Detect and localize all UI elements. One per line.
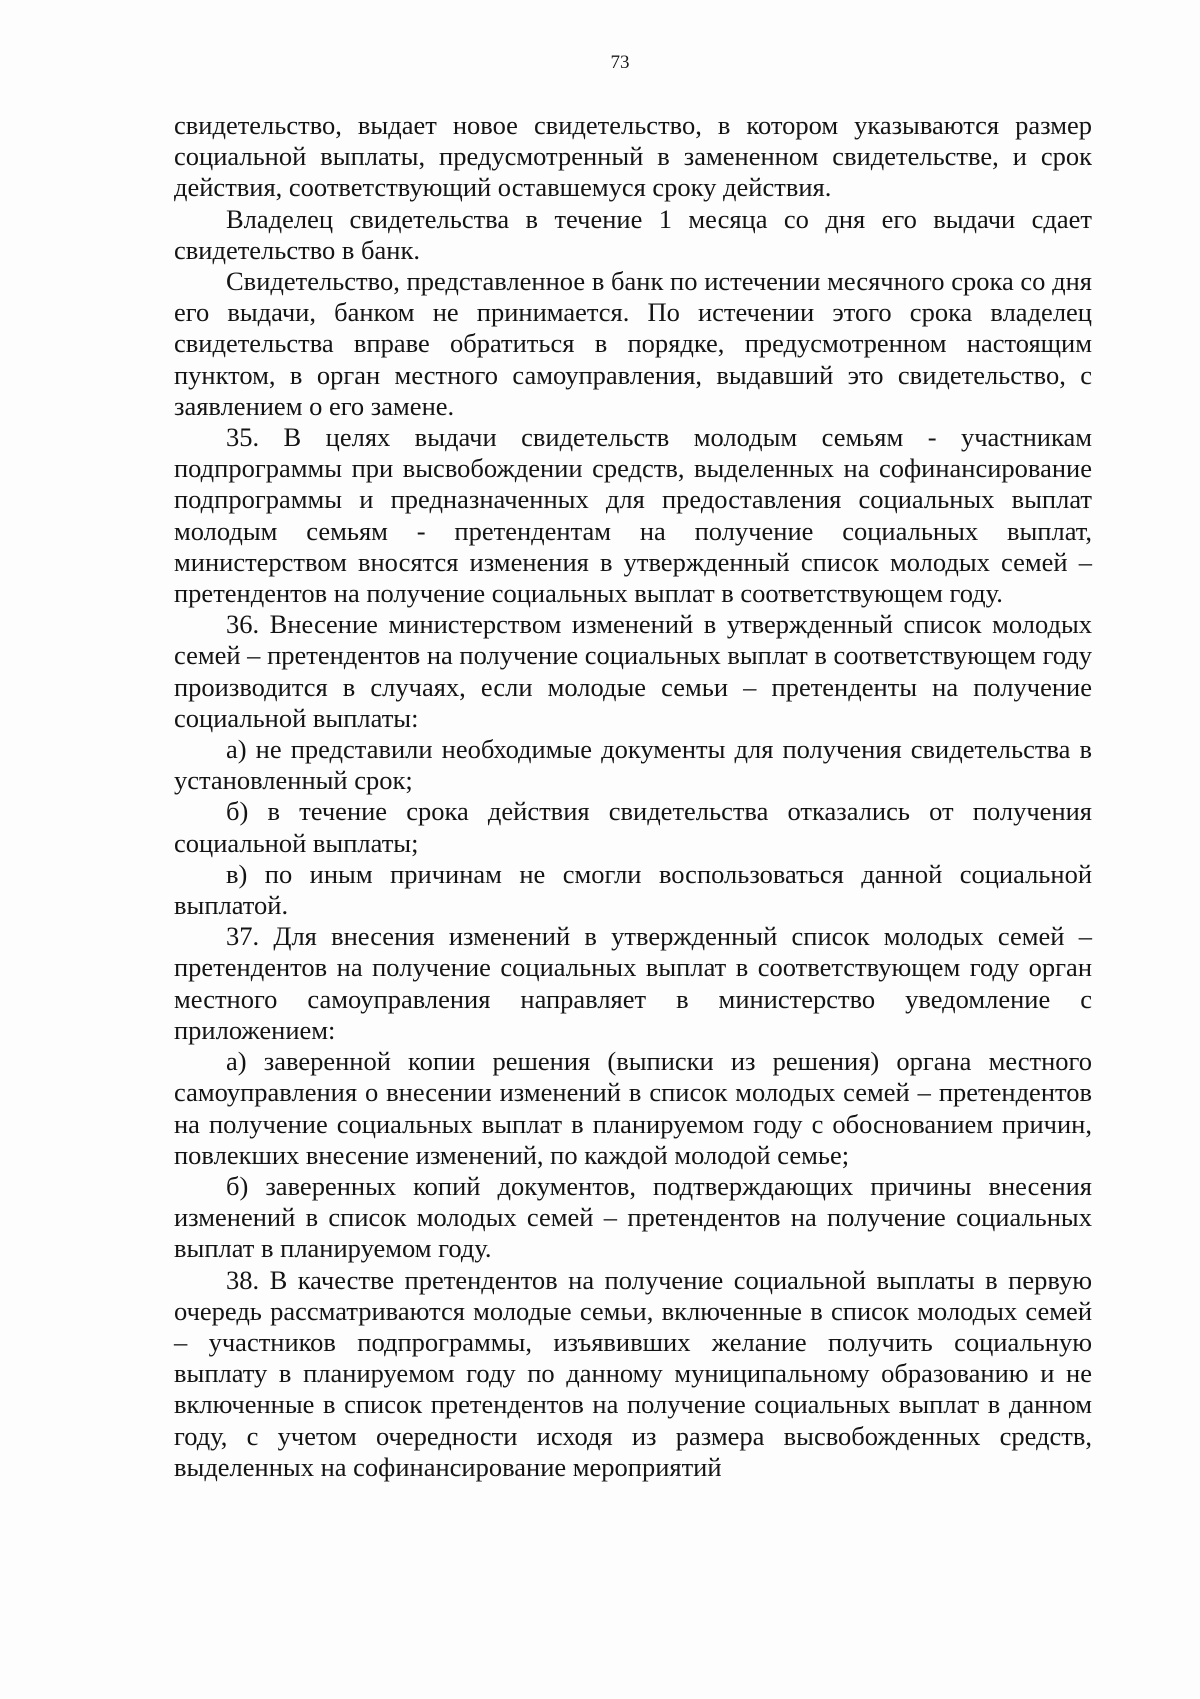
clause-37-item-b: б) заверенных копий документов, подтверждающих причины внесения изменений в список молодых семей – претендентов на получение социальных выплат в планируемом году. — [174, 1170, 1092, 1264]
clause-36-item-c: в) по иным причинам не смогли воспользоваться данной социальной выплатой. — [174, 858, 1092, 921]
paragraph-certificate-expiry: Свидетельство, представленное в банк по истечении месячного срока со дня его выдачи, банком не принимается. По истечении этого срока владелец свидетельства вправе обратиться в порядке, предусмотренном настоящим пунктом, в орган местного самоуправления, выдавший это свидетельство, с заявлением о его замене. — [174, 266, 1092, 421]
paragraph-continuation: свидетельство, выдает новое свидетельство, в котором указываются размер социальной выплаты, предусмотренный в замененном свидетельстве, и срок действия, соответствующий оставшемуся сроку действия. — [174, 110, 1092, 203]
clause-36-item-b: б) в течение срока действия свидетельства отказались от получения социальной выплаты; — [174, 796, 1092, 858]
paragraph-certificate-return: Владелец свидетельства в течение 1 месяца со дня его выдачи сдает свидетельство в банк. — [174, 203, 1092, 265]
clause-37: 37. Для внесения изменений в утвержденный список молодых семей – претендентов на получение социальных выплат в соответствующем году орган местного самоуправления направляет в министерство уведомление с приложением: — [174, 921, 1092, 1045]
clause-36-item-a: а) не представили необходимые документы для получения свидетельства в установленный срок; — [174, 734, 1092, 796]
clause-38: 38. В качестве претендентов на получение социальной выплаты в первую очередь рассматриваются молодые семьи, включенные в список молодых семей – участников подпрограммы, изъявивших желание получить социальную выплату в планируемом году по данному муниципальному образованию и не включенные в список претендентов на получение социальных выплат в данном году, с учетом очередности исходя из размера высвобожденных средств, выделенных на софинансирование мероприятий — [174, 1264, 1092, 1482]
clause-36: 36. Внесение министерством изменений в утвержденный список молодых семей – претендентов на получение социальных выплат в соответствующем году производится в случаях, если молодые семьи – претенденты на получение социальной выплаты: — [174, 609, 1092, 733]
clause-37-item-a: а) заверенной копии решения (выписки из решения) органа местного самоуправления о внесении изменений в список молодых семей – претендентов на получение социальных выплат в планируемом году с обоснованием причин, повлекших внесение изменений, по каждой молодой семье; — [174, 1046, 1092, 1170]
clause-35: 35. В целях выдачи свидетельств молодым семьям - участникам подпрограммы при высвобождении средств, выделенных на софинансирование подпрограммы и предназначенных для предоставления социальных выплат молодым семьям - претендентам на получение социальных выплат, министерством вносятся изменения в утвержденный список молодых семей – претендентов на получение социальных выплат в соответствующем году. — [174, 422, 1092, 609]
page-number: 73 — [610, 52, 630, 73]
document-body — [174, 110, 1092, 1483]
